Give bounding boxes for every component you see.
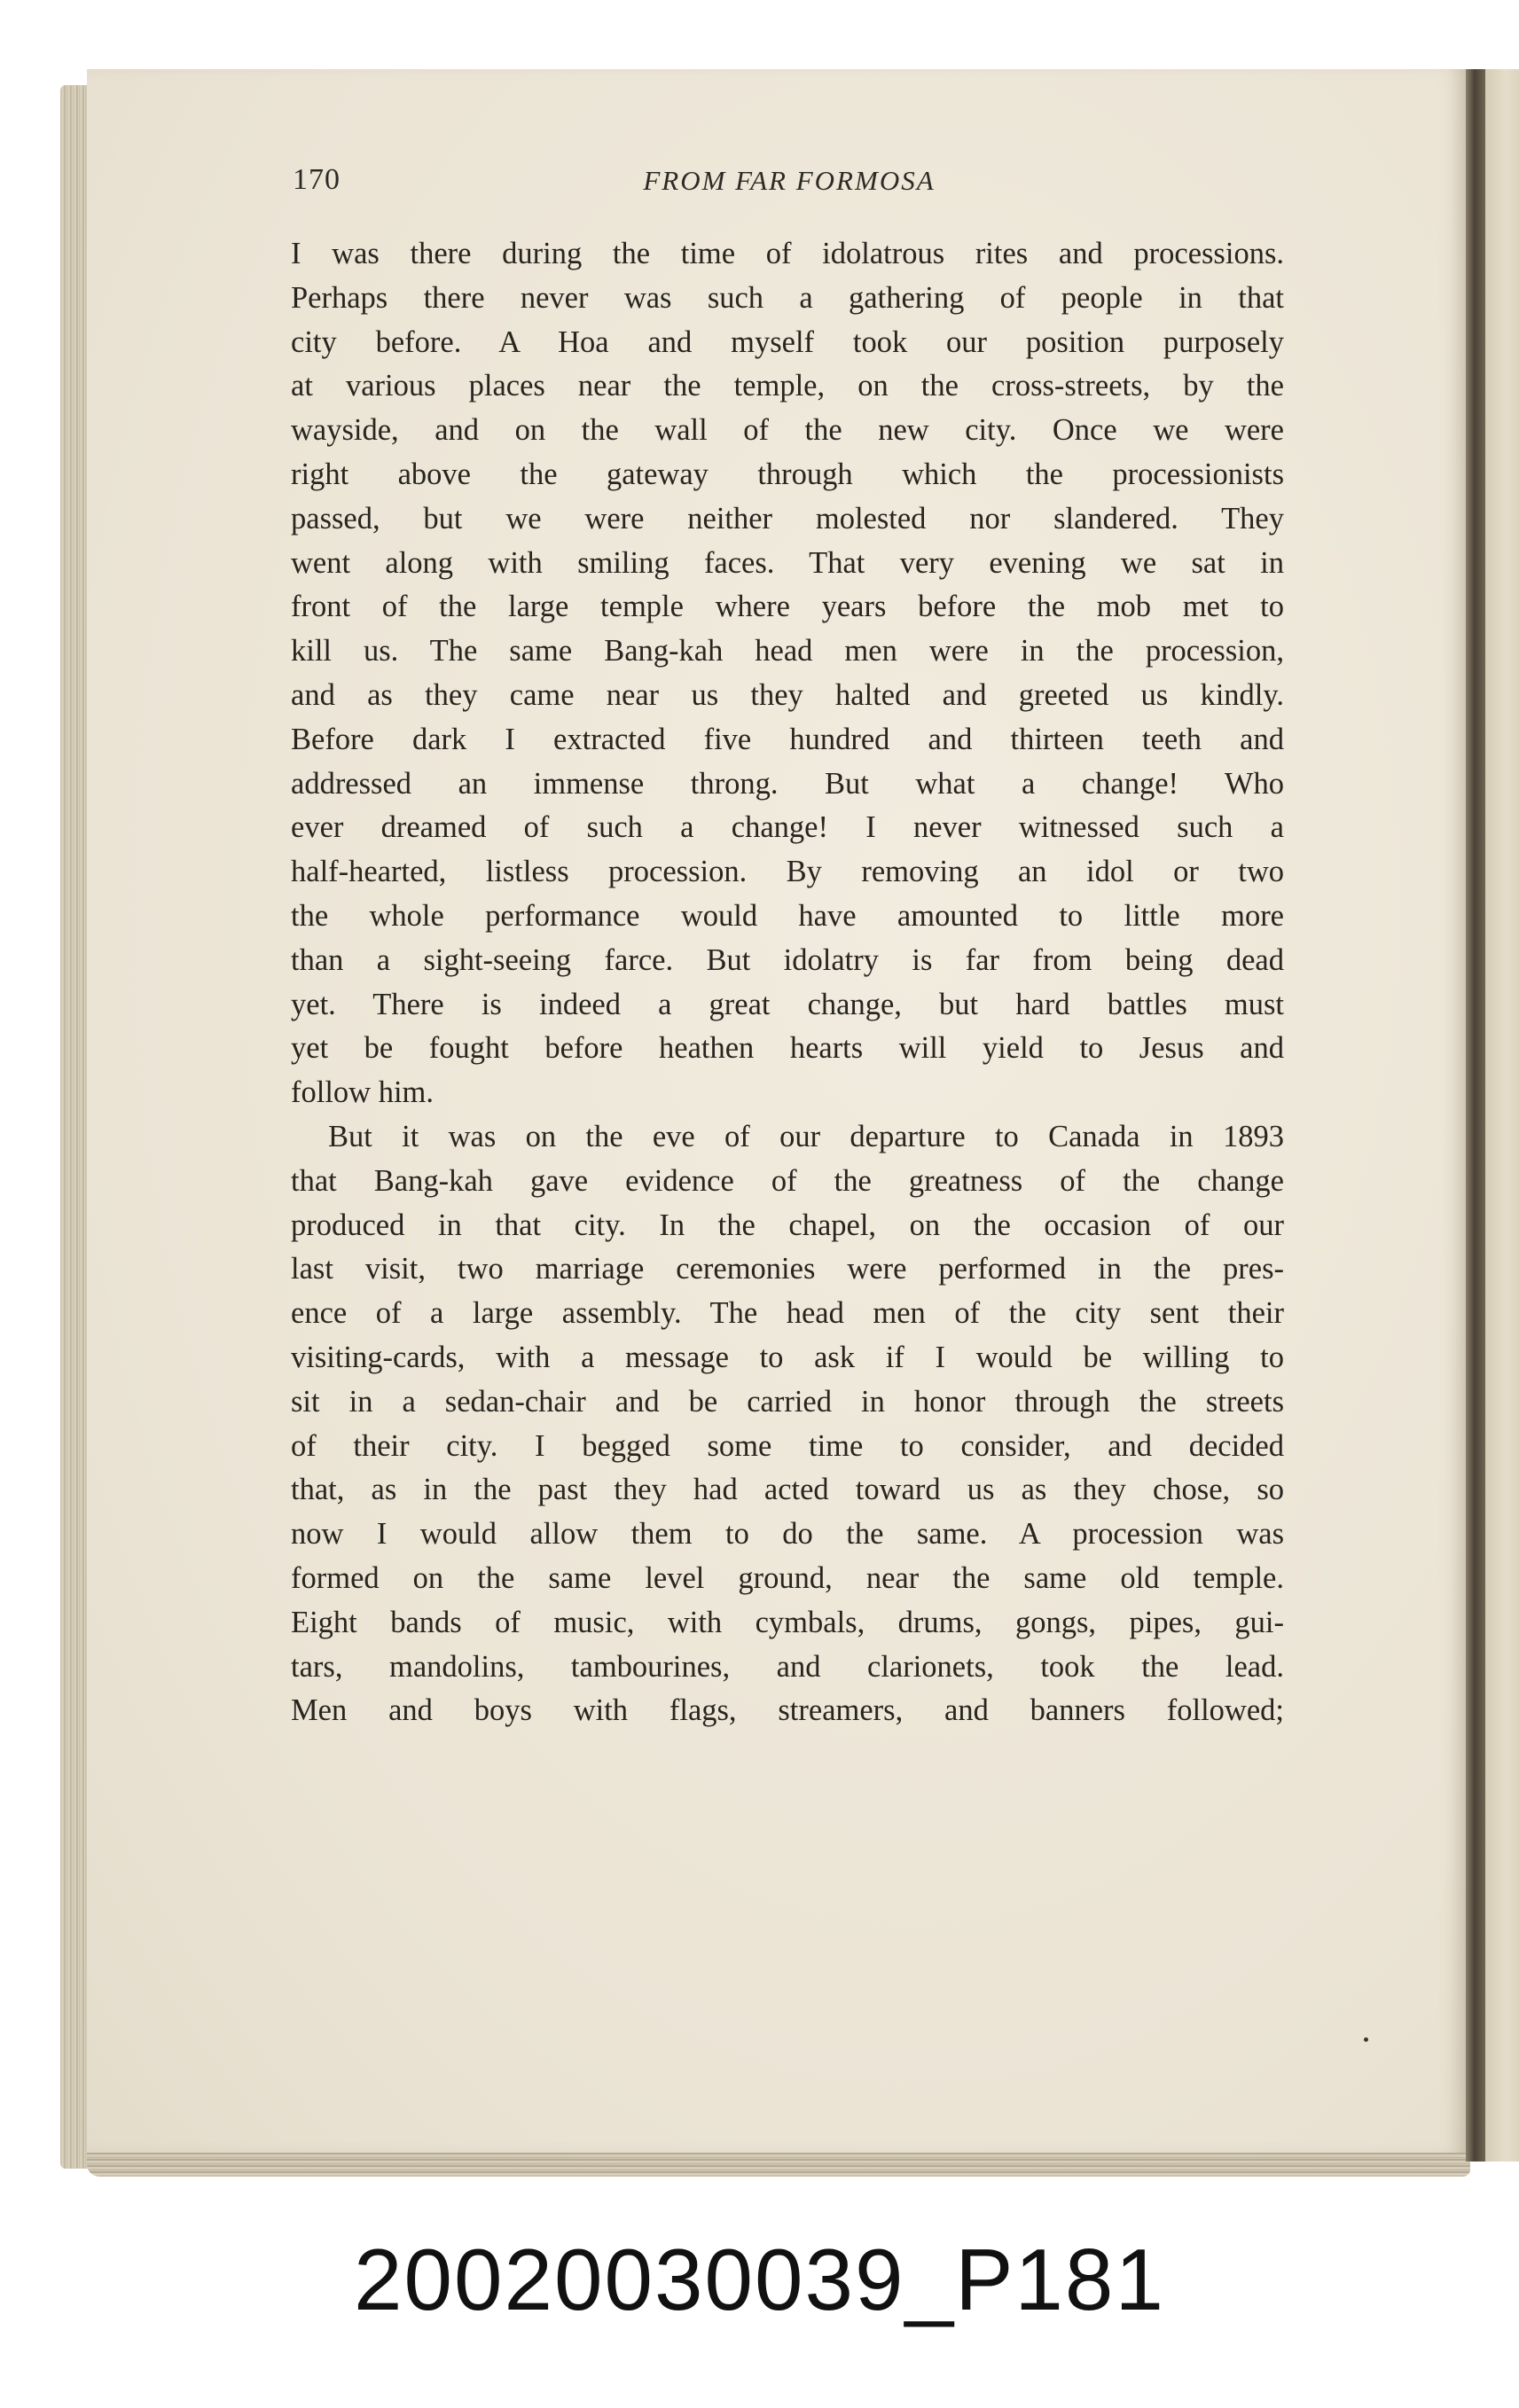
- book-gutter: [1466, 69, 1485, 2162]
- text-line: city before. A Hoa and myself took our position purposely: [291, 324, 1284, 359]
- text-line: at various places near the temple, on the cross-streets, by the: [291, 369, 1284, 403]
- text-line: front of the large temple where years before the mob met to: [291, 590, 1284, 624]
- text-line: last visit, two marriage ceremonies were performed in the pres-: [291, 1252, 1284, 1286]
- text-line: formed on the same level ground, near the same old temple.: [291, 1560, 1284, 1595]
- text-line: Perhaps there never was such a gathering of people in that: [291, 280, 1284, 315]
- text-line: But it was on the eve of our departure to Canada in 1893: [328, 1119, 1284, 1153]
- text-line: follow him.: [291, 1075, 434, 1110]
- text-line: I was there during the time of idolatrous rites and processions.: [291, 237, 1284, 270]
- text-line: visiting-cards, with a message to ask if I would be willing to: [291, 1340, 1284, 1374]
- text-line: that, as in the past they had acted toward us as they chose, so: [291, 1473, 1284, 1507]
- text-line: yet be fought before heathen hearts will yield to Jesus and: [291, 1031, 1284, 1066]
- text-line: kill us. The same Bang-kah head men were in the procession,: [291, 634, 1284, 668]
- text-line: now I would allow them to do the same. A procession was: [291, 1517, 1284, 1552]
- text-line: produced in that city. In the chapel, on the occasion of our: [291, 1208, 1284, 1242]
- text-line: that Bang-kah gave evidence of the greatness of the change: [291, 1163, 1284, 1198]
- text-line: of their city. I begged some time to consider, and decided: [291, 1428, 1284, 1463]
- archive-id-label: 20020030039_P181: [354, 2231, 1165, 2328]
- text-line: addressed an immense throng. But what a change! Who: [291, 766, 1284, 801]
- text-line: sit in a sedan-chair and be carried in honor through the streets: [291, 1384, 1284, 1419]
- running-title: FROM FAR FORMOSA: [643, 165, 936, 196]
- text-line: went along with smiling faces. That very evening we sat in: [291, 545, 1284, 580]
- text-line: the whole performance would have amounted to little more: [291, 898, 1284, 933]
- facing-page-edge: [1485, 69, 1519, 2162]
- running-header: [293, 160, 1286, 213]
- text-line: and as they came near us they halted and greeted us kindly.: [291, 677, 1284, 712]
- text-line: ever dreamed of such a change! I never witnessed such a: [291, 810, 1284, 845]
- text-line: half-hearted, listless procession. By removing an idol or two: [291, 855, 1284, 889]
- paper-speck: [1364, 2037, 1368, 2042]
- body-text: [291, 232, 1284, 1733]
- page-number: 170: [293, 163, 341, 196]
- text-line: Before dark I extracted five hundred and thirteen teeth and: [291, 722, 1284, 756]
- text-line: Eight bands of music, with cymbals, drums, gongs, pipes, gui-: [291, 1605, 1284, 1639]
- text-line: passed, but we were neither molested nor slandered. They: [291, 501, 1284, 536]
- text-line: tars, mandolins, tambourines, and clarionets, took the lead.: [291, 1649, 1284, 1684]
- text-line: than a sight-seeing farce. But idolatry is far from being dead: [291, 942, 1284, 977]
- text-line: Men and boys with flags, streamers, and banners followed;: [291, 1693, 1284, 1728]
- text-line: yet. There is indeed a great change, but hard battles must: [291, 987, 1284, 1021]
- text-line: right above the gateway through which the processionists: [291, 457, 1284, 491]
- text-line: wayside, and on the wall of the new city. Once we were: [291, 413, 1284, 448]
- text-line: ence of a large assembly. The head men of the city sent their: [291, 1296, 1284, 1331]
